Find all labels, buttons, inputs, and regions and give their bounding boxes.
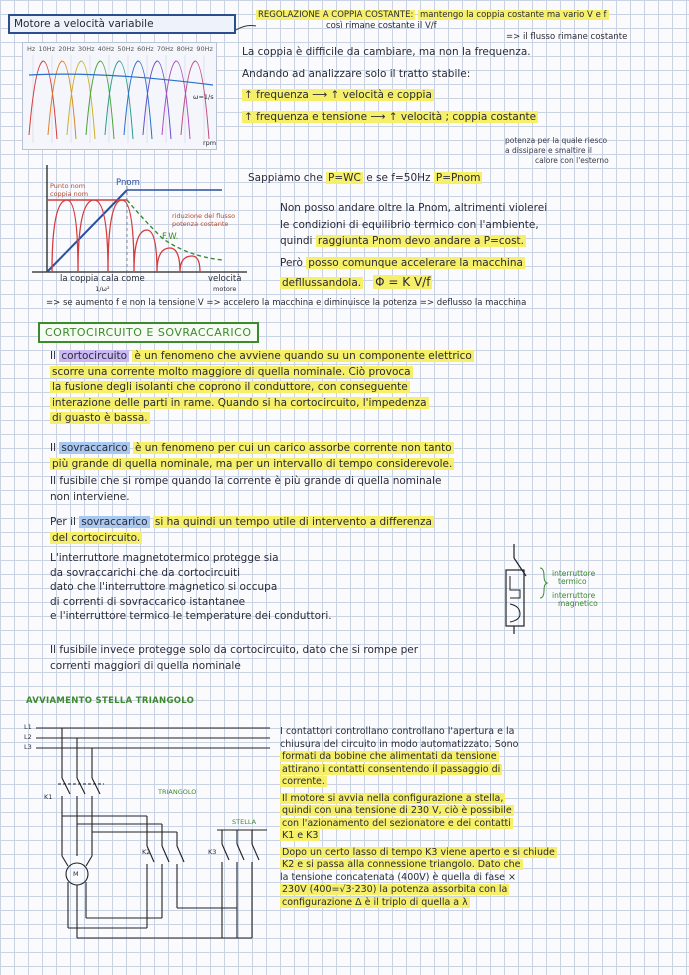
text-line: correnti maggiori di quella nominale — [50, 659, 241, 672]
frequency-labels — [27, 45, 213, 53]
label-line: interruttore — [552, 569, 596, 578]
text-line: K2 e si passa alla connessione triangolo. Dato che — [282, 859, 521, 870]
graph-label: motore — [213, 285, 237, 293]
frequency-label: 30Hz — [77, 45, 95, 53]
graph-label: velocità — [208, 274, 242, 284]
text-line: la tensione concatenata (400V) è quella di fase × — [280, 871, 517, 883]
text-line: le condizioni di equilibrio termico con l'ambiente, — [280, 218, 539, 231]
text-line: 230V (400=√3·230) la potenza assorbita con la — [282, 884, 508, 895]
section-power-limit — [280, 202, 680, 291]
text-part: quindi — [280, 235, 313, 247]
frequency-label: 80Hz — [176, 45, 194, 53]
text-line: più grande di quella nominale, ma per un intervallo di tempo considerevole. — [52, 457, 453, 470]
text-line: del cortocircuito. — [52, 531, 141, 544]
text-line: interazione delle parti in rame. Quando si ha cortocircuito, l'impedenza — [52, 396, 427, 409]
text-line: K1 e K3 — [282, 830, 319, 841]
arrow-icon — [236, 22, 256, 34]
text-line: quindi con una tensione di 230 V, ciò è possibile — [282, 805, 512, 816]
text-line: formati da bobine che alimentati da tensione — [282, 751, 497, 762]
text-part: si ha quindi un tempo utile di intervento a differenza — [154, 516, 432, 528]
text-line: da sovraccarichi che da cortocircuiti — [50, 566, 241, 579]
section-title-cortocircuito: CORTOCIRCUITO E SOVRACCARICO — [38, 322, 259, 343]
text-line: scorre una corrente molto maggiore di quella nominale. Ciò provoca — [52, 365, 411, 378]
text-line: di correnti di sovraccarico istantanee — [50, 595, 246, 608]
text-line: di guasto è bassa. — [52, 412, 148, 424]
power-statement — [248, 172, 518, 186]
paragraph-avviamento — [280, 726, 684, 909]
frequency-label: 40Hz — [97, 45, 115, 53]
note-line: a dissipare e smaltire il — [505, 146, 592, 155]
text-line: dato che l'interruttore magnetico si occupa — [50, 581, 278, 593]
pnom-label: Pnom — [116, 178, 140, 188]
motor-speed-label — [208, 274, 241, 293]
text-part: posso comunque accelerare la macchina — [308, 256, 523, 269]
bracket-icon — [538, 568, 548, 608]
text-line: la fusione degli isolanti che coprono il conduttore, con conseguente — [52, 381, 408, 393]
text-part: è un fenomeno per cui un carico assorbe corrente non tanto — [134, 442, 452, 454]
contactor-k3-label: K3 — [208, 848, 217, 856]
text-line: configurazione Δ è il triplo di quella a λ — [282, 896, 468, 908]
note-line: potenza per la quale riesco — [505, 136, 608, 145]
frequency-label: 20Hz — [58, 45, 75, 53]
flux-formula: Φ = K V/f — [375, 275, 431, 289]
paragraph-tempo-intervento — [50, 516, 680, 545]
star-label: STELLA — [232, 818, 257, 826]
text-part: Sappiamo che — [248, 172, 323, 184]
text-part: e se f=50Hz — [366, 172, 431, 184]
power-speed-graph — [22, 160, 254, 295]
text-part: defllussandola. — [282, 277, 362, 289]
frequency-label: 60Hz — [137, 45, 154, 53]
paragraph-cortocircuito — [50, 350, 680, 426]
term-cortocircuito: cortocircuito — [61, 350, 128, 362]
flux-conclusion: => se aumento f e non la tensione V => accelero la macchina e diminuisce la potenza => deflusso la macchina — [46, 298, 527, 308]
phase-label: L2 — [24, 733, 32, 741]
frequency-label: 50Hz — [117, 45, 134, 53]
text-part: raggiunta Pnom devo andare a P=cost. — [317, 235, 525, 247]
note-line: calore con l'esterno — [535, 156, 609, 165]
fw-label: F.W. — [162, 232, 179, 242]
label-line: interruttore — [552, 591, 596, 600]
contactor-k2-label: K2 — [142, 848, 151, 856]
regulation-text-3: => il flusso rimane costante — [506, 32, 628, 42]
regulation-text-2: così rimane costante il V/f — [326, 21, 437, 31]
torque-speed-graph — [22, 42, 217, 150]
text-line: ↑ frequenza ⟶ ↑ velocità e coppia — [244, 89, 432, 101]
text-part: Però — [280, 256, 303, 269]
frequency-label: Hz — [27, 45, 36, 53]
text-line: Il fusibile invece protegge solo da cortocircuito, dato che si rompe per — [50, 644, 419, 656]
text-line: non interviene. — [50, 490, 130, 503]
term-sovraccarico: sovraccarico — [61, 442, 128, 454]
label-line: termico — [558, 577, 587, 586]
text-line: ↑ frequenza e tensione ⟶ ↑ velocità ; coppia costante — [244, 110, 537, 123]
graph-label: coppia nom — [50, 190, 89, 198]
text-part: Il — [50, 350, 57, 362]
star-delta-circuit — [22, 716, 272, 956]
frequency-label: 70Hz — [156, 45, 174, 53]
paragraph-sovraccarico — [50, 442, 680, 504]
graph-label: riduzione del flusso — [172, 212, 236, 220]
load-curve — [29, 74, 213, 85]
text-line: con l'azionamento del sezionatore e dei contatti — [282, 817, 511, 829]
text-line: attirano i contatti consentendo il passaggio di — [282, 763, 501, 775]
text-line: I contattori controllano controllano l'apertura e la — [280, 726, 515, 737]
regulation-note — [256, 10, 686, 43]
regulation-label: REGOLAZIONE A COPPIA COSTANTE: — [258, 10, 414, 20]
contactor-k1-label: K1 — [44, 793, 53, 801]
text-part: P=Pnom — [435, 172, 481, 184]
frequency-label: 90Hz — [196, 45, 213, 53]
text-line: chiusura del circuito in modo automatizzato. Sono — [280, 738, 519, 750]
section-frequency — [242, 46, 682, 124]
text-part: Il — [50, 442, 57, 454]
text-line: Dopo un certo lasso di tempo K3 viene aperto e si chiude — [282, 846, 555, 858]
phase-labels — [24, 722, 32, 752]
text-line: Il motore si avvia nella configurazione a stella, — [282, 792, 504, 804]
phase-label: L3 — [24, 743, 32, 751]
frequency-label: 10Hz — [38, 45, 56, 53]
text-line: Non posso andare oltre la Pnom, altrimenti violerei — [280, 202, 548, 214]
text-line: Andando ad analizzare solo il tratto stabile: — [242, 67, 471, 80]
thermal-switch-label — [552, 570, 598, 608]
text-line: L'interruttore magnetotermico protegge sia — [50, 552, 279, 564]
section-title-avviamento: AVVIAMENTO STELLA TRIANGOLO — [26, 696, 195, 706]
motor-label: M — [73, 870, 79, 878]
rpm-axis-label: rpm — [203, 139, 217, 147]
text-part: è un fenomeno che avviene quando su un componente elettrico — [134, 350, 472, 362]
torque-drop-label — [60, 274, 145, 293]
graph-label: la coppia cala come — [60, 274, 145, 284]
text-line: corrente. — [282, 776, 325, 787]
omega-label: ω=1/s — [193, 93, 214, 101]
regulation-text-1: mantengo la coppia costante ma vario V e f — [420, 10, 607, 20]
power-dissipation-note — [505, 136, 685, 166]
nominal-point-label — [50, 182, 88, 198]
label-line: magnetico — [558, 599, 598, 608]
graph-label: 1/ω² — [95, 285, 110, 293]
torque-curves — [23, 55, 218, 145]
paragraph-fusibile — [50, 644, 680, 673]
triangle-label: TRIANGOLO — [158, 788, 197, 796]
text-part: P=WC — [328, 172, 361, 184]
text-line: Il fusibile che si rompe quando la corrente è più grande di quella nominale — [50, 475, 442, 487]
text-line: e l'interruttore termico le temperature dei conduttori. — [50, 610, 332, 622]
graph-label: potenza costante — [172, 220, 229, 228]
term-sovraccarico: sovraccarico — [81, 516, 148, 528]
text-line: La coppia è difficile da cambiare, ma non la frequenza. — [242, 46, 531, 58]
flux-reduction-label — [172, 212, 235, 228]
page-title: Motore a velocità variabile — [8, 14, 236, 34]
phase-label: L1 — [24, 723, 32, 731]
magnetothermic-breaker-symbol — [500, 544, 540, 634]
graph-label: Punto nom — [50, 182, 86, 190]
paragraph-magnetotermico — [50, 552, 470, 624]
text-part: Per il — [50, 516, 76, 528]
